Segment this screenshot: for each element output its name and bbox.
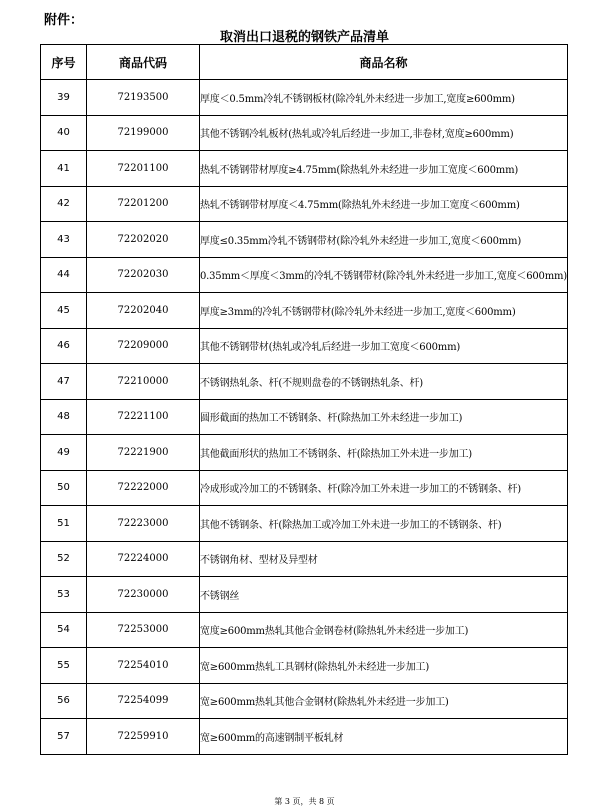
table-row	[41, 435, 568, 471]
cell-product-code: 72201200	[87, 186, 200, 222]
table-row	[41, 506, 568, 542]
cell-serial-number: 43	[41, 222, 87, 258]
table-row	[41, 541, 568, 577]
table-row	[41, 399, 568, 435]
table-header-row	[41, 45, 568, 80]
table-row	[41, 222, 568, 258]
table-row	[41, 683, 568, 719]
cell-serial-number: 56	[41, 683, 87, 719]
table-row	[41, 328, 568, 364]
table-row	[41, 293, 568, 329]
cell-serial-number: 49	[41, 435, 87, 471]
cell-product-code: 72221900	[87, 435, 200, 471]
table-row	[41, 364, 568, 400]
cell-product-name: 热轧不锈钢带材厚度≥4.75mm(除热轧外未经进一步加工宽度＜600mm)	[200, 151, 568, 187]
table-row	[41, 719, 568, 755]
table-row	[41, 612, 568, 648]
cell-product-name: 其他截面形状的热加工不锈钢条、杆(除热加工外未进一步加工)	[200, 435, 568, 471]
cell-serial-number: 52	[41, 541, 87, 577]
cell-serial-number: 47	[41, 364, 87, 400]
cell-product-code: 72223000	[87, 506, 200, 542]
cell-product-name: 其他不锈钢条、杆(除热加工或冷加工外未进一步加工的不锈钢条、杆)	[200, 506, 568, 542]
cell-serial-number: 55	[41, 648, 87, 684]
attachment-label: 附件：	[44, 13, 84, 28]
table-row	[41, 577, 568, 613]
cell-product-code: 72209000	[87, 328, 200, 364]
cell-serial-number: 46	[41, 328, 87, 364]
cell-product-code: 72201100	[87, 151, 200, 187]
cell-product-code: 72254010	[87, 648, 200, 684]
cell-product-name: 厚度≥3mm的冷轧不锈钢带材(除冷轧外未经进一步加工,宽度＜600mm)	[200, 293, 568, 329]
header-product-name: 商品名称	[200, 45, 568, 80]
cell-product-code: 72254099	[87, 683, 200, 719]
cell-serial-number: 42	[41, 186, 87, 222]
cell-product-name: 0.35mm＜厚度＜3mm的冷轧不锈钢带材(除冷轧外未经进一步加工,宽度＜600mm)	[200, 257, 568, 293]
cell-product-code: 72253000	[87, 612, 200, 648]
cell-serial-number: 51	[41, 506, 87, 542]
cell-product-name: 宽≥600mm的高速钢制平板轧材	[200, 719, 568, 755]
table-row	[41, 470, 568, 506]
cell-product-name: 厚度＜0.5mm冷轧不锈钢板材(除冷轧外未经进一步加工,宽度≥600mm)	[200, 80, 568, 116]
page-footer: 第 3 页，共 8 页	[274, 797, 335, 806]
cell-serial-number: 54	[41, 612, 87, 648]
cell-product-code: 72193500	[87, 80, 200, 116]
cell-product-code: 72221100	[87, 399, 200, 435]
cell-product-name: 宽度≥600mm热轧其他合金钢卷材(除热轧外未经进一步加工)	[200, 612, 568, 648]
cell-serial-number: 39	[41, 80, 87, 116]
cell-serial-number: 45	[41, 293, 87, 329]
cell-product-name: 不锈钢热轧条、杆(不规则盘卷的不锈钢热轧条、杆)	[200, 364, 568, 400]
cell-product-name: 厚度≤0.35mm冷轧不锈钢带材(除冷轧外未经进一步加工,宽度＜600mm)	[200, 222, 568, 258]
table-row	[41, 115, 568, 151]
document-title: 取消出口退税的钢铁产品清单	[219, 30, 389, 45]
cell-product-code: 72230000	[87, 577, 200, 613]
cell-serial-number: 53	[41, 577, 87, 613]
cell-product-name: 宽≥600mm热轧其他合金钢材(除热轧外未经进一步加工)	[200, 683, 568, 719]
cell-serial-number: 44	[41, 257, 87, 293]
cell-product-name: 圆形截面的热加工不锈钢条、杆(除热加工外未经进一步加工)	[200, 399, 568, 435]
cell-product-code: 72202040	[87, 293, 200, 329]
cell-product-code: 72259910	[87, 719, 200, 755]
cell-product-name: 不锈钢角材、型材及异型材	[200, 541, 568, 577]
table-row	[41, 257, 568, 293]
cell-product-code: 72202030	[87, 257, 200, 293]
cell-serial-number: 40	[41, 115, 87, 151]
table-row	[41, 151, 568, 187]
cell-product-name: 宽≥600mm热轧工具钢材(除热轧外未经进一步加工)	[200, 648, 568, 684]
header-product-code: 商品代码	[87, 45, 200, 80]
cell-product-code: 72222000	[87, 470, 200, 506]
cell-product-name: 不锈钢丝	[200, 577, 568, 613]
table-row	[41, 648, 568, 684]
cell-serial-number: 57	[41, 719, 87, 755]
cell-product-name: 冷成形或冷加工的不锈钢条、杆(除冷加工外未进一步加工的不锈钢条、杆)	[200, 470, 568, 506]
cell-product-code: 72202020	[87, 222, 200, 258]
cell-serial-number: 50	[41, 470, 87, 506]
cell-serial-number: 41	[41, 151, 87, 187]
cell-product-code: 72199000	[87, 115, 200, 151]
header-serial-number: 序号	[41, 45, 87, 80]
cell-product-name: 其他不锈钢带材(热轧或冷轧后经进一步加工宽度＜600mm)	[200, 328, 568, 364]
cell-serial-number: 48	[41, 399, 87, 435]
product-table	[40, 44, 568, 755]
cell-product-code: 72210000	[87, 364, 200, 400]
cell-product-name: 热轧不锈钢带材厚度＜4.75mm(除热轧外未经进一步加工宽度＜600mm)	[200, 186, 568, 222]
cell-product-code: 72224000	[87, 541, 200, 577]
cell-product-name: 其他不锈钢冷轧板材(热轧或冷轧后经进一步加工,非卷材,宽度≥600mm)	[200, 115, 568, 151]
table-body	[41, 80, 568, 755]
table-row	[41, 80, 568, 116]
table-row	[41, 186, 568, 222]
